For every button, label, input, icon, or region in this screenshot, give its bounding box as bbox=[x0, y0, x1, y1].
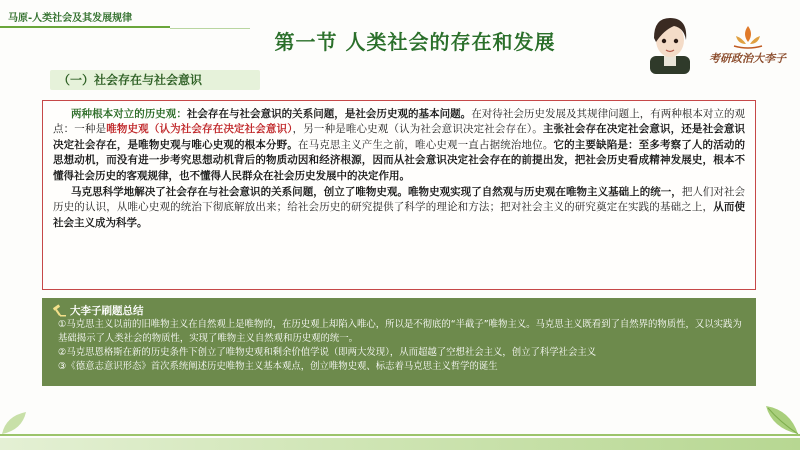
paragraph-lead: 两种根本对立的历史观： bbox=[71, 108, 187, 120]
brand-logo-icon bbox=[728, 24, 768, 50]
brand-text: 考研政治大李子 bbox=[709, 52, 786, 65]
avatar-illustration bbox=[644, 12, 696, 74]
summary-box bbox=[42, 298, 756, 386]
text-highlight: 唯物史观（认为社会存在决定社会意识） bbox=[106, 123, 293, 136]
text-bold: 马克思科学地解决了社会存在与社会意识的关系问题，创立了唯物史观。唯物史观实现了自然观与历史观在唯物主义基础上的统一， bbox=[71, 186, 682, 199]
summary-item: ①马克思主义以前的旧唯物主义在自然观上是唯物的，在历史观上却陷入唯心，所以是不彻底的“半截子”唯物主义。马克思主义既看到了自然界的物质性，又以实践为基础揭示了人类社会的物质性，实现了唯物主义自然观和历史观的统一。 bbox=[58, 319, 742, 344]
leaf-decoration bbox=[760, 400, 800, 436]
summary-title: 大李子刷题总结 bbox=[70, 304, 144, 317]
content-box bbox=[42, 100, 756, 290]
course-label: 马原-人类社会及其发展规律 bbox=[8, 12, 133, 24]
text-bold: 主张社会存在决定社会意识，还是社会意识决定社会存在，是唯物史观与唯心史观的根本分野。 bbox=[53, 123, 746, 151]
summary-header bbox=[52, 302, 746, 318]
text-normal: 在马克思主义产生之前，唯心史观一直占据统治地位。 bbox=[297, 138, 554, 151]
text-normal: 把人们对社会历史的认识，从唯心史观的统治下彻底解放出来；给社会历史的研究提供了科学的理论和方法；把对社会主义的研究奠定在实践的基础之上， bbox=[53, 186, 746, 214]
section-title: （一）社会存在与社会意识 bbox=[58, 73, 203, 87]
paragraph-2 bbox=[53, 185, 745, 231]
summary-item: ②马克思恩格斯在新的历史条件下创立了唯物史观和剩余价值学说（即两大发现），从而超越了空想社会主义，创立了科学社会主义 bbox=[58, 347, 597, 358]
brand bbox=[700, 24, 795, 70]
text-bold: 从而使社会主义成为科学。 bbox=[53, 201, 745, 229]
text-normal: 在对待社会历史发展及其规律问题上，有两种根本对立的观点：一种是 bbox=[53, 108, 746, 136]
bottom-stripe bbox=[0, 434, 800, 436]
bottom-bar bbox=[0, 438, 800, 450]
header-divider-thin bbox=[170, 28, 250, 29]
leaf-decoration bbox=[0, 408, 30, 436]
gavel-icon bbox=[52, 303, 66, 317]
page-title: 第一节 人类社会的存在和发展 bbox=[274, 30, 556, 54]
paragraph-1 bbox=[53, 107, 745, 184]
text-bold: 它的主要缺陷是：至多考察了人的活动的思想动机，而没有进一步考究思想动机背后的物质动因和经济根源，因而从社会意识决定社会存在的前提出发，把社会历史看成精神发展史，根本不懂得社会历史的客观规律，也不懂得人民群众在社会历史发展中的决定作用。 bbox=[53, 138, 746, 182]
text-normal: ，另一种是唯心史观（认为社会意识决定社会存在）。 bbox=[292, 123, 543, 136]
summary-item: ③《德意志意识形态》首次系统阐述历史唯物主义基本观点，创立唯物史观、标志着马克思主义哲学的诞生 bbox=[58, 361, 498, 372]
header-divider bbox=[0, 26, 170, 28]
text-bold: 社会存在与社会意识的关系问题，是社会历史观的基本问题。 bbox=[186, 108, 472, 120]
